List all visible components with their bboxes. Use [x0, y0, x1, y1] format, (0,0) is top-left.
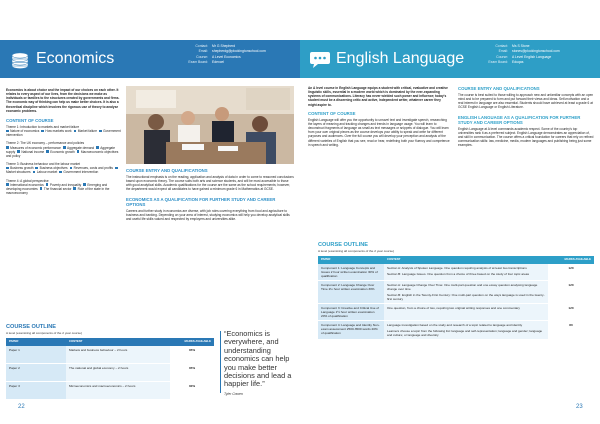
marks-cell: 80 [548, 320, 594, 339]
marks-cell: 120 [548, 264, 594, 281]
economics-right-column [126, 168, 294, 224]
column-header: MARKS AVAILABLE [170, 338, 214, 346]
content-heading: CONTENT OF COURSE [308, 110, 356, 116]
email-value[interactable]: shepherdg@plockingtonschool.com [212, 49, 266, 54]
theme-item: Government intervention [6, 129, 121, 138]
column-header: CONTENT [384, 256, 548, 264]
table-row [318, 303, 594, 320]
contact-value: Mr G Shepherd [212, 44, 236, 48]
column-header: PAPER [318, 256, 384, 264]
theme-item: Business growth [6, 166, 33, 170]
quote-text: “Economics is everywhere, and understanding economics can help you make better decisions and lead a happier life.” [224, 329, 292, 389]
content-paragraph: Language investigation based on the study and research of a topic related to language and identity [387, 322, 523, 327]
column-header: MARKS AVAILABLE [548, 256, 594, 264]
qualification-heading: ECONOMICS AS A QUALIFICATION FOR FURTHER STUDY AND CAREER OPTIONS [126, 196, 276, 207]
content-cell: Microeconomics and macroeconomics – 2 hours [66, 382, 170, 400]
table-row [318, 320, 594, 339]
content-cell: Markets and business behaviour – 2 hours [66, 346, 170, 364]
qualification-text: English Language at A level commands academic respect. Some of the country's top universities rank it as a preferred subject. English Language demonstrates an appreciation of, and skill in communication. The course offers a critical foundation for careers that rely on refined communication skills: law, medicine, media, modern languages and publishing being just some examples. [458, 126, 594, 148]
content-paragraph: Section A: Language Change Over Time: One multi-part question and one essay question analysing language change over time [387, 282, 538, 291]
theme-item: Government intervention [59, 170, 98, 174]
course-value: A Level English Language [512, 54, 552, 59]
paper-cell: Paper 2 [6, 364, 66, 382]
course-outline-title: COURSE OUTLINE [318, 242, 369, 248]
content-cell [384, 320, 548, 339]
theme-item: How markets work [41, 129, 71, 133]
column-header: PAPER [6, 338, 66, 346]
stacked-coins-icon [9, 49, 31, 70]
economics-outline-table [6, 338, 214, 400]
entry-text: The course is best suited to those willing to approach new and unfamiliar concepts with an open mind and to be prepared to form and put forward their views and ideas. Self-motivation and a real interest in language are also essential. Students should have achieved at least a grade 6 at GCSE English Language or English Literature. [458, 93, 594, 110]
theme-title: Theme 3: Business behaviour and the labour market [6, 162, 81, 167]
course-value: A Level Economics [212, 54, 241, 59]
content-paragraph: Section B: Language Issues. One question from a choice of three based on the study of four topic areas [387, 271, 530, 276]
content-cell [384, 280, 548, 303]
email-label: Email: [198, 49, 208, 54]
theme-3 [6, 162, 122, 174]
entry-text: The instructional emphasis is on the reading, application and analysis of data in order to come to reasoned conclusions based upon economic theory. The course suits both arts and science students, and will be most accessible to those with good analytical skills. Academic qualifications for the course are the same as the school requirements; however, the department would expect all candidates to have gained a minimum grade 6 in Mathematics at GCSE. [126, 175, 294, 192]
theme-item: Measures of economic performance [6, 146, 61, 150]
content-cell: The national and global economy – 2 hours [66, 364, 170, 382]
table-row [6, 382, 214, 400]
paper-cell: Component 2: Language Change Over Time 2¼ hour written examination 30% [318, 280, 384, 303]
theme-item: Aggregate demand [63, 146, 94, 150]
paper-cell: Paper 3 [6, 382, 66, 400]
content-text: English Language will offer you the opportunity to unravel text and investigate speech, researching the layers of meaning and tracking changes and trends in language usage. You will learn to deconstruct fragments of language as small as text messages or snippets of dialogue. You will learn from your own original pieces as the course develops your ability to speak and write for different purposes and audiences. Over the full course you will develop your perception and analysis of the different varieties of English that you see, read or hear, redefining both your fluency and competence in speech and writing. [308, 117, 450, 147]
contact-value: Ms S Stone [512, 44, 530, 48]
intro-text: Economics is about choice and the impact of our choices on each other. It relates to every aspect of our lives, from the decisions we make as individuals or families to the structures created by governments and firms. The economic way of thinking can help us make better choices. It is also a theoretical discipline which involves the rigorous use of theory to analyse economic problems. [6, 88, 120, 113]
theme-item: Macroeconomic objectives and policy [6, 149, 119, 158]
course-outline-title: COURSE OUTLINE [6, 324, 57, 330]
course-label: Course: [196, 54, 208, 59]
theme-title: Theme 4: A global perspective [6, 178, 49, 183]
paper-cell: Paper 1 [6, 346, 66, 364]
marks-cell: 120 [548, 303, 594, 320]
theme-item: International economics [6, 183, 44, 187]
exam-board-value: Edexcel [212, 60, 225, 65]
theme-item: Poverty and inequality [46, 183, 81, 187]
quote-author: Tyler Cowen [224, 391, 243, 396]
theme-item: Market failure [74, 129, 97, 133]
content-paragraph: Section B: English in the Twenty-First Century: One multi-part question on the ways language is used in the twenty-first century [387, 292, 545, 301]
content-paragraph: Section A: Analysis of Spoken Language. One question requiring analysis of at least two transcriptions [387, 265, 527, 270]
page-title: Economics [36, 50, 115, 67]
theme-item: National income [17, 150, 44, 154]
table-row [318, 280, 594, 303]
speech-bubble-icon [309, 49, 331, 70]
marks-cell: 30% [170, 382, 214, 400]
page-number: 23 [576, 404, 583, 410]
theme-item: Market structures [6, 166, 119, 174]
paper-cell: Component 1: Language Concepts and Issues 2 hour written examination 30% of qualification [318, 264, 384, 281]
english-right-column [458, 86, 594, 150]
qualification-text: Careers and further study in economics are diverse, with job roles covering everything from food and agriculture to business and banking. Depending on your area of interest, studying economics will help you develop analytical skills and useful life skills valued and respected by employers and universities alike. [126, 208, 290, 221]
column-header: CONTENT [66, 338, 170, 346]
course-label: Course: [496, 54, 508, 59]
theme-2 [6, 141, 122, 158]
english-language-page [300, 0, 600, 424]
table-header-row [318, 256, 594, 264]
intro-text: An A level course in English Language equips a student with critical, evaluative and creative linguistic skills, essential in a modern world which is dominated by the ever-expanding systems of communications. Literacy has never wielded such power and influence; today's student must be a discerning critic and active, independent writer, whatever career they might aspire to. [308, 86, 448, 107]
marks-cell: 35% [170, 364, 214, 382]
exam-board-label: Exam Board: [188, 60, 208, 65]
qualification-heading: ENGLISH LANGUAGE AS A QUALIFICATION FOR FURTHER STUDY AND CAREER OPTIONS [458, 114, 581, 125]
theme-1 [6, 125, 122, 137]
theme-item: Business objectives [35, 166, 67, 170]
english-left-column [308, 86, 450, 150]
table-row [6, 346, 214, 364]
course-outline-subtitle: A level (examining all components of the 2 year course) [6, 331, 83, 335]
entry-heading: COURSE ENTRY AND QUALIFICATIONS [458, 86, 540, 91]
exam-board-value: Eduqas [512, 60, 524, 65]
theme-title: Theme 1: Introduction to markets and market failure [6, 124, 80, 129]
theme-item: Nature of economics [6, 129, 39, 133]
english-outline-table [318, 256, 594, 340]
theme-item: Aggregate supply [6, 145, 115, 154]
content-paragraph: One question, from a choice of two, requiring two original writing responses and one commentary [387, 305, 520, 310]
page-title: English Language [336, 50, 465, 67]
table-row [6, 364, 214, 382]
theme-title: Theme 2: The UK economy – performance and policies [6, 141, 85, 146]
contact-details [172, 44, 292, 66]
marks-cell: 120 [548, 280, 594, 303]
content-paragraph: Learners choose a topic from the following list: language and self-representation; language and gender; language and culture; or language and diversity [387, 328, 543, 337]
paper-cell: Component 4: Language and Identity Non-exam assessment 2500-3500 words 20% of qualification [318, 320, 384, 339]
content-cell [384, 303, 548, 320]
english-course-outline [318, 242, 594, 340]
exam-board-label: Exam Board: [488, 60, 508, 65]
economics-course-outline [6, 324, 214, 400]
theme-item: Economic growth [46, 150, 75, 154]
table-header-row [6, 338, 214, 346]
theme-4 [6, 179, 122, 196]
table-row [318, 264, 594, 281]
course-outline-subtitle: A level (examining all components of the 2 year course) [318, 249, 395, 253]
contact-label: Contact: [195, 44, 208, 48]
entry-heading: COURSE ENTRY AND QUALIFICATIONS [126, 168, 208, 173]
theme-item: Role of the state in the macroeconomy [6, 186, 110, 195]
page-number: 22 [18, 404, 25, 410]
marks-cell: 35% [170, 346, 214, 364]
email-value[interactable]: stones@plockingtonschool.com [512, 49, 560, 54]
email-label: Email: [498, 49, 508, 54]
economics-left-column [6, 88, 122, 195]
content-cell [384, 264, 548, 281]
contact-details [472, 44, 592, 66]
paper-cell: Component 3: Creative and Critical Use of Language 1½ hour written examination 20% of qualification [318, 303, 384, 320]
theme-item: Revenues, costs and profits [70, 166, 113, 170]
theme-item: The financial sector [40, 187, 72, 191]
quote-bar [220, 331, 221, 393]
classroom-photo [126, 86, 294, 164]
contact-label: Contact: [495, 44, 508, 48]
pull-quote [224, 330, 296, 396]
content-heading: CONTENT OF COURSE [6, 117, 54, 123]
theme-item: Emerging and developing economies [6, 182, 108, 191]
theme-item: Labour market [33, 170, 58, 174]
